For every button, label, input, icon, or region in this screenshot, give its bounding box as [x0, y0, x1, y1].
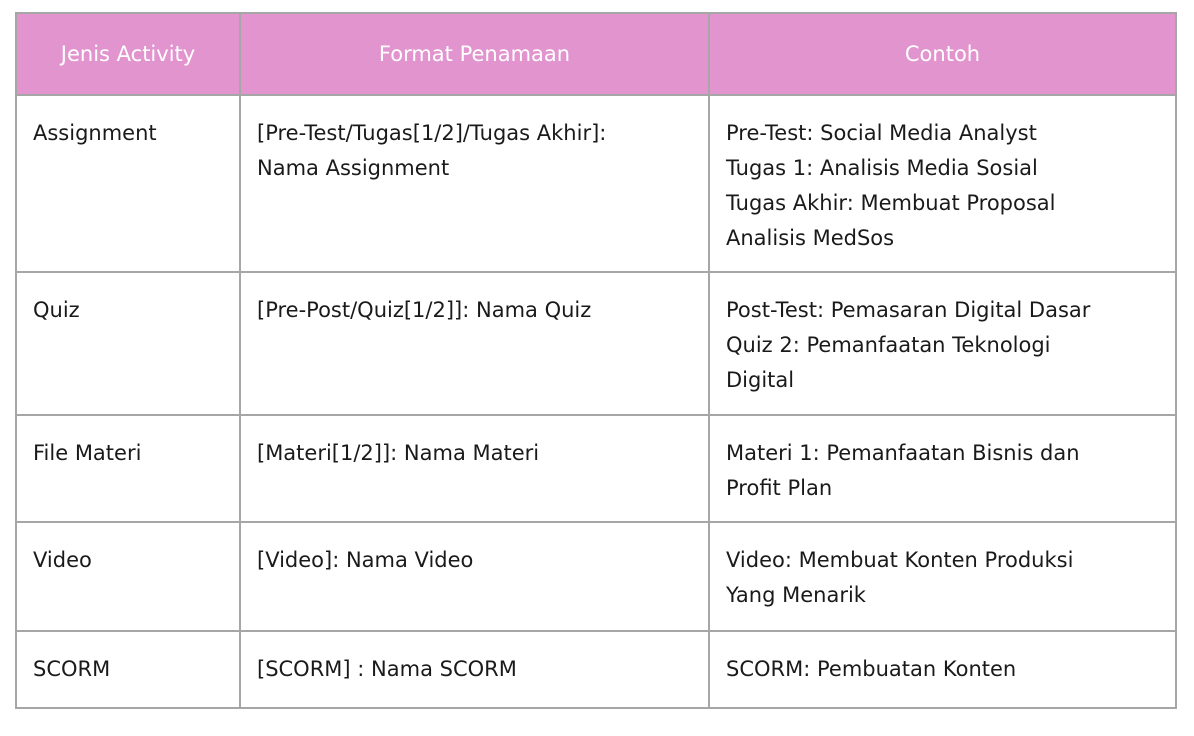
table-row — [16, 95, 1176, 272]
cell-jenis-activity: Video — [16, 522, 240, 631]
cell-jenis-activity: Assignment — [16, 95, 240, 272]
naming-format-table — [15, 12, 1177, 709]
cell-contoh: SCORM: Pembuatan Konten — [709, 631, 1176, 708]
table-row — [16, 631, 1176, 708]
header-jenis-activity: Jenis Activity — [16, 13, 240, 95]
cell-format-penamaan: [Materi[1/2]]: Nama Materi — [240, 415, 709, 522]
header-contoh: Contoh — [709, 13, 1176, 95]
cell-jenis-activity: File Materi — [16, 415, 240, 522]
cell-format-penamaan: [Video]: Nama Video — [240, 522, 709, 631]
cell-format-penamaan: [SCORM] : Nama SCORM — [240, 631, 709, 708]
table-header-row — [16, 13, 1176, 95]
cell-contoh: Materi 1: Pemanfaatan Bisnis dan Profit Plan — [709, 415, 1176, 522]
table-row — [16, 272, 1176, 415]
table-row — [16, 415, 1176, 522]
cell-contoh: Post-Test: Pemasaran Digital Dasar Quiz 2: Pemanfaatan Teknologi Digital — [709, 272, 1176, 415]
cell-format-penamaan: [Pre-Post/Quiz[1/2]]: Nama Quiz — [240, 272, 709, 415]
header-format-penamaan: Format Penamaan — [240, 13, 709, 95]
cell-format-penamaan: [Pre-Test/Tugas[1/2]/Tugas Akhir]: Nama Assignment — [240, 95, 709, 272]
cell-jenis-activity: Quiz — [16, 272, 240, 415]
cell-contoh: Video: Membuat Konten Produksi Yang Menarik — [709, 522, 1176, 631]
table-row — [16, 522, 1176, 631]
cell-contoh: Pre-Test: Social Media Analyst Tugas 1: Analisis Media Sosial Tugas Akhir: Membuat Proposal Analisis MedSos — [709, 95, 1176, 272]
cell-jenis-activity: SCORM — [16, 631, 240, 708]
